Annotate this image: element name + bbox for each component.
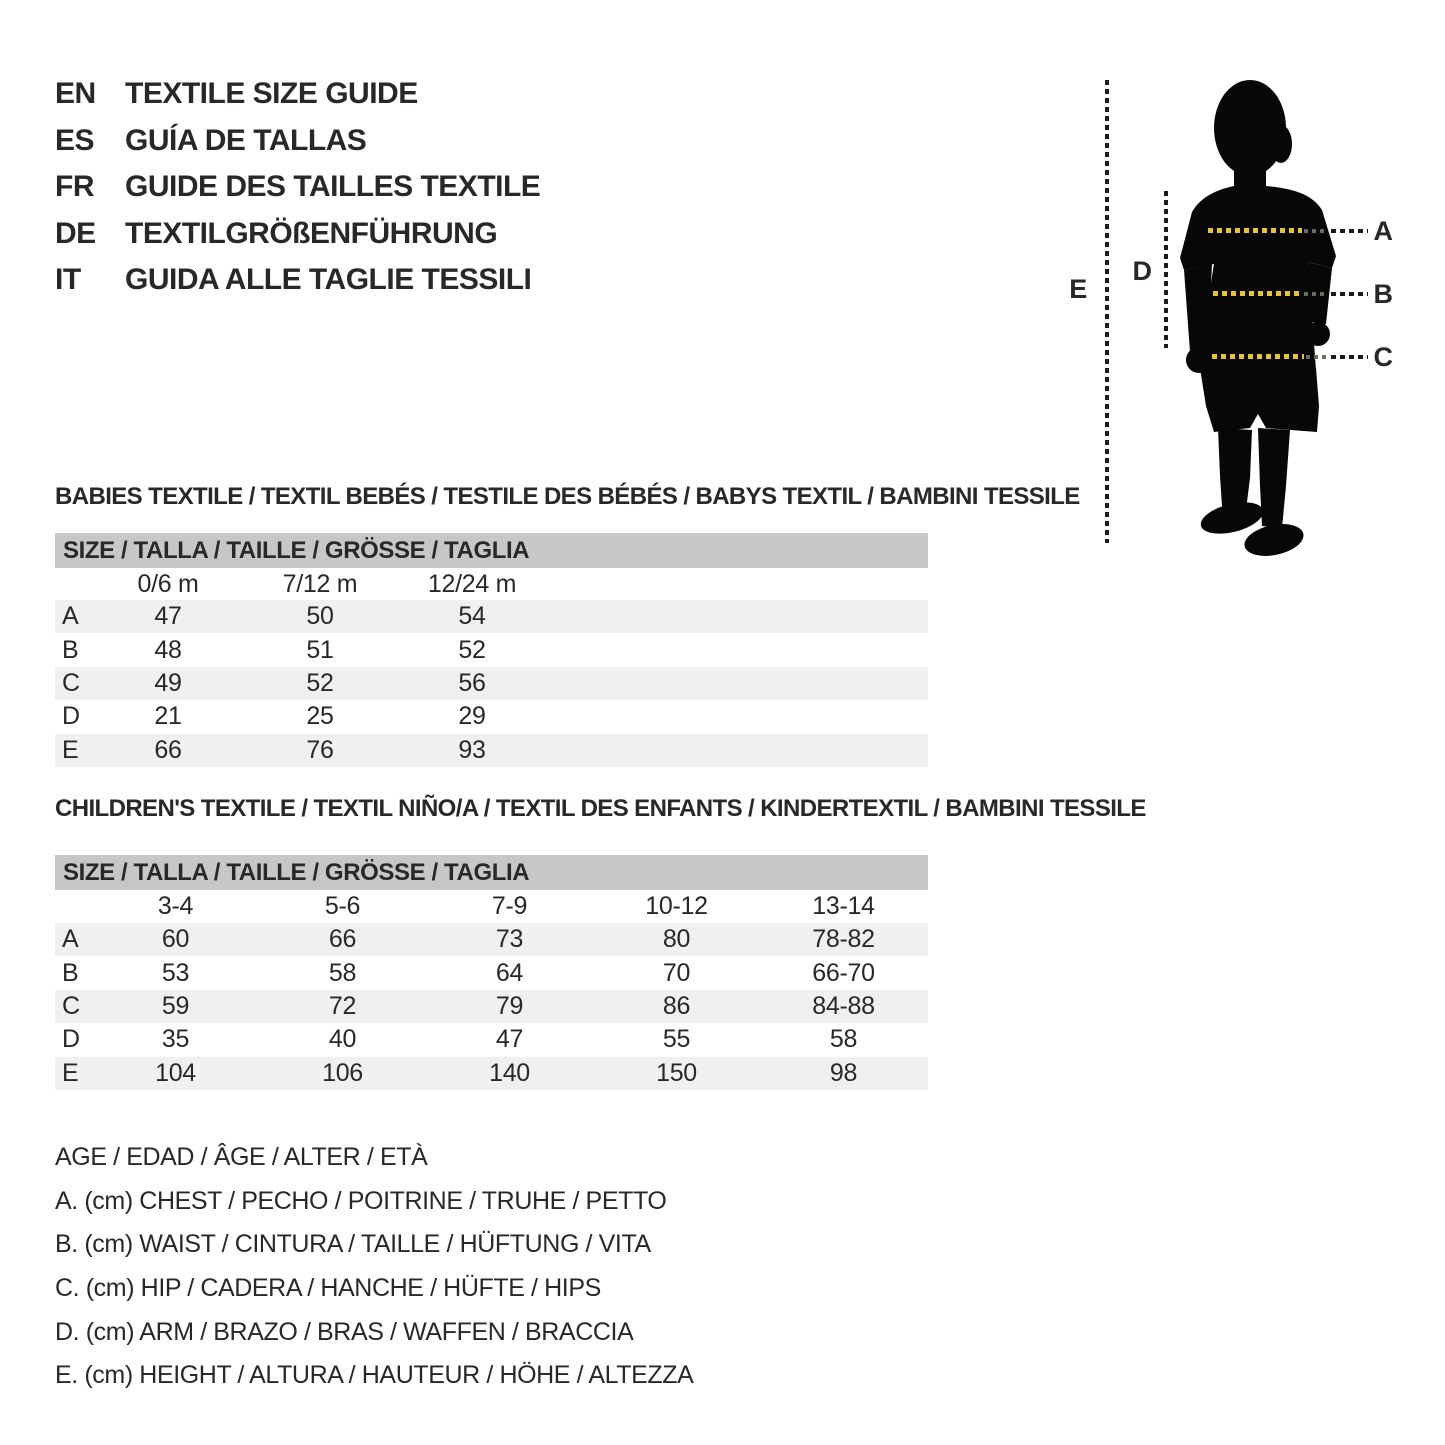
value-cell: 70 [662, 958, 691, 987]
value-cell: 58 [328, 958, 357, 987]
legend-hip: C. (cm) HIP / CADERA / HANCHE / HÜFTE / HIPS [55, 1274, 601, 1303]
guide-title: GUÍA DE TALLAS [125, 123, 367, 157]
height-marker-label: E [1069, 274, 1087, 304]
value-cell: 56 [458, 668, 486, 697]
guide-title: TEXTILE SIZE GUIDE [125, 77, 418, 111]
babies-column-header-row [55, 568, 928, 600]
row-label: C [62, 991, 80, 1020]
hip-marker-label: C [1373, 342, 1393, 372]
legend-chest: A. (cm) CHEST / PECHO / POITRINE / TRUHE / PETTO [55, 1186, 667, 1215]
column-header: 7-9 [491, 892, 528, 920]
guide-title: GUIDE DES TAILLES TEXTILE [125, 170, 541, 204]
measurement-legend [55, 1136, 693, 1398]
value-cell: 86 [662, 991, 691, 1020]
value-cell: 80 [662, 925, 691, 954]
babies-size-header-bar [55, 533, 928, 568]
column-header: 10-12 [645, 892, 708, 920]
row-label: B [62, 958, 79, 987]
value-cell: 79 [495, 991, 524, 1020]
lang-code: EN [55, 77, 96, 111]
lang-code: IT [55, 263, 81, 297]
lang-row-fr [55, 164, 540, 211]
row-label: C [62, 668, 80, 697]
value-cell: 93 [458, 735, 486, 764]
hip-measure-dashes-fade [1306, 355, 1328, 359]
value-cell: 48 [154, 635, 182, 664]
lang-code: ES [55, 123, 95, 157]
value-cell: 21 [154, 702, 182, 731]
lang-row-es [55, 118, 540, 165]
value-cell: 66-70 [812, 958, 875, 987]
waist-measure-dashes-fade [1304, 292, 1328, 296]
size-header-label: SIZE / TALLA / TAILLE / GRÖSSE / TAGLIA [63, 858, 530, 886]
language-title-list [55, 71, 540, 304]
value-cell: 73 [495, 925, 524, 954]
chest-measure-dashes [1208, 228, 1302, 233]
column-header: 12/24 m [427, 569, 517, 598]
column-header: 7/12 m [282, 569, 358, 598]
row-label: E [62, 735, 79, 764]
height-measure-line [1105, 80, 1109, 543]
value-cell: 104 [155, 1058, 196, 1087]
value-cell: 140 [489, 1058, 530, 1087]
value-cell: 78-82 [812, 925, 875, 954]
value-cell: 60 [161, 925, 190, 954]
value-cell: 54 [458, 602, 486, 631]
waist-measure-dashes [1213, 291, 1301, 296]
chest-marker-label: A [1373, 216, 1393, 246]
value-cell: 52 [306, 668, 334, 697]
value-cell: 25 [306, 702, 334, 731]
table-row-waist [55, 633, 928, 666]
column-header: 5-6 [324, 892, 361, 920]
arm-marker-label: D [1132, 256, 1152, 286]
arm-measure-line [1164, 191, 1168, 348]
lang-row-en [55, 71, 540, 118]
value-cell: 49 [154, 668, 182, 697]
legend-waist: B. (cm) WAIST / CINTURA / TAILLE / HÜFTUNG / VITA [55, 1230, 651, 1259]
value-cell: 35 [161, 1025, 190, 1054]
table-row-chest [55, 923, 928, 956]
column-header: 13-14 [812, 892, 875, 920]
value-cell: 84-88 [812, 991, 875, 1020]
guide-title: GUIDA ALLE TAGLIE TESSILI [125, 263, 532, 297]
table-row-arm [55, 1023, 928, 1056]
waist-marker-label: B [1373, 279, 1393, 309]
value-cell: 59 [161, 991, 190, 1020]
guide-title: TEXTILGRÖßENFÜHRUNG [125, 216, 498, 250]
lang-code: DE [55, 216, 96, 250]
table-row-height [55, 734, 928, 767]
babies-size-table [55, 533, 928, 767]
lang-row-de [55, 211, 540, 258]
value-cell: 55 [662, 1025, 691, 1054]
row-label: B [62, 635, 79, 664]
column-header: 0/6 m [137, 569, 199, 598]
babies-section-title: BABIES TEXTILE / TEXTIL BEBÉS / TESTILE DES BÉBÉS / BABYS TEXTIL / BAMBINI TESSILE [55, 483, 1080, 510]
table-row-waist [55, 956, 928, 989]
children-size-header-bar [55, 855, 928, 890]
table-row-height [55, 1057, 928, 1090]
value-cell: 47 [495, 1025, 524, 1054]
value-cell: 58 [829, 1025, 858, 1054]
row-label: D [62, 1025, 80, 1054]
value-cell: 76 [306, 735, 334, 764]
value-cell: 51 [306, 635, 334, 664]
table-row-hip [55, 990, 928, 1023]
value-cell: 98 [829, 1058, 858, 1087]
value-cell: 40 [328, 1025, 357, 1054]
children-size-table [55, 855, 928, 1090]
value-cell: 72 [328, 991, 357, 1020]
waist-measure-leader [1331, 292, 1368, 296]
value-cell: 53 [161, 958, 190, 987]
chest-measure-dashes-fade [1304, 229, 1328, 233]
row-label: D [62, 702, 80, 731]
table-row-hip [55, 667, 928, 700]
table-row-chest [55, 600, 928, 633]
children-column-header-row [55, 890, 928, 923]
children-section-title: CHILDREN'S TEXTILE / TEXTIL NIÑO/A / TEXTIL DES ENFANTS / KINDERTEXTIL / BAMBINI TESSILE [55, 795, 1146, 822]
row-label: E [62, 1058, 79, 1087]
value-cell: 66 [328, 925, 357, 954]
value-cell: 52 [458, 635, 486, 664]
lang-row-it [55, 257, 540, 304]
table-row-arm [55, 700, 928, 733]
value-cell: 150 [656, 1058, 697, 1087]
value-cell: 50 [306, 602, 334, 631]
chest-measure-leader [1331, 229, 1368, 233]
value-cell: 106 [322, 1058, 363, 1087]
legend-height: E. (cm) HEIGHT / ALTURA / HAUTEUR / HÖHE / ALTEZZA [55, 1361, 694, 1390]
hip-measure-leader [1331, 355, 1368, 359]
size-header-label: SIZE / TALLA / TAILLE / GRÖSSE / TAGLIA [63, 536, 530, 564]
value-cell: 47 [154, 602, 182, 631]
legend-arm: D. (cm) ARM / BRAZO / BRAS / WAFFEN / BRACCIA [55, 1317, 634, 1346]
column-header: 3-4 [157, 892, 194, 920]
legend-age: AGE / EDAD / ÂGE / ALTER / ETÀ [55, 1143, 428, 1172]
row-label: A [62, 602, 79, 631]
value-cell: 64 [495, 958, 524, 987]
value-cell: 29 [458, 702, 486, 731]
child-silhouette [1170, 76, 1345, 576]
row-label: A [62, 925, 79, 954]
lang-code: FR [55, 170, 94, 204]
hip-measure-dashes [1212, 354, 1304, 359]
value-cell: 66 [154, 735, 182, 764]
